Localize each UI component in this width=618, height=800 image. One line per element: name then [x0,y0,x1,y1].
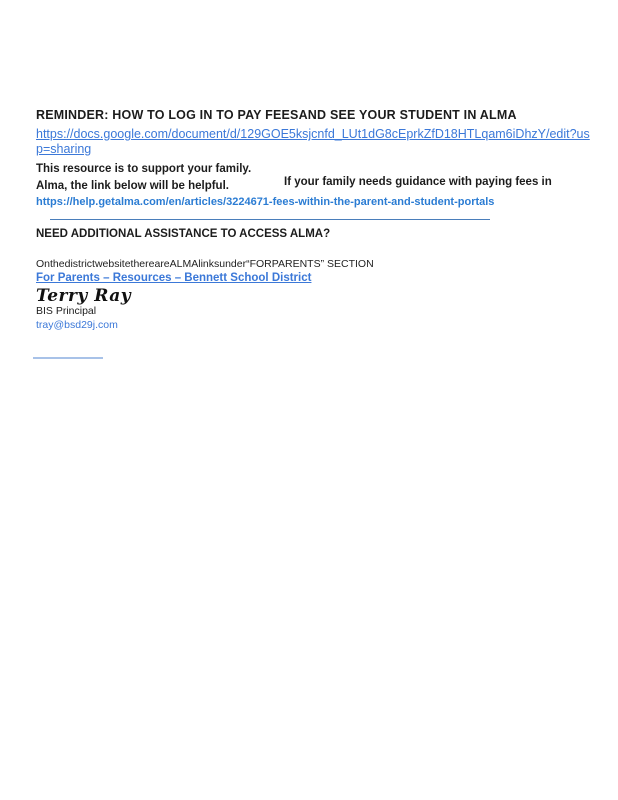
signature-name: Terry Ray [36,286,132,306]
horizontal-divider [50,219,490,220]
signature-divider [33,357,103,359]
assistance-heading: NEED ADDITIONAL ASSISTANCE TO ACCESS ALMA? [36,228,331,240]
reminder-heading: REMINDER: HOW TO LOG IN TO PAY FEESAND SEE YOUR STUDENT IN ALMA [36,108,517,122]
district-website-text: OnthedistrictwebsitethereareALMAlinksunder“FORPARENTS” SECTION [36,258,374,270]
alma-text: Alma, the link below will be helpful. [36,180,229,192]
support-text: This resource is to support your family. [36,163,252,175]
signature-job-title: BIS Principal [36,305,97,317]
email-link[interactable]: tray@bsd29j.com [36,319,118,331]
google-docs-link[interactable]: https://docs.google.com/document/d/129GOE5ksjcnfd_LUt1dG8cEprkZfD18HTLqam6iDhzY/edit?usp=sharing [36,127,590,156]
for-parents-link[interactable]: For Parents – Resources – Bennett School District [36,272,312,284]
guidance-text: If your family needs guidance with paying fees in [284,176,552,188]
getalma-help-link[interactable]: https://help.getalma.com/en/articles/3224671-fees-within-the-parent-and-student-portals [36,196,495,208]
